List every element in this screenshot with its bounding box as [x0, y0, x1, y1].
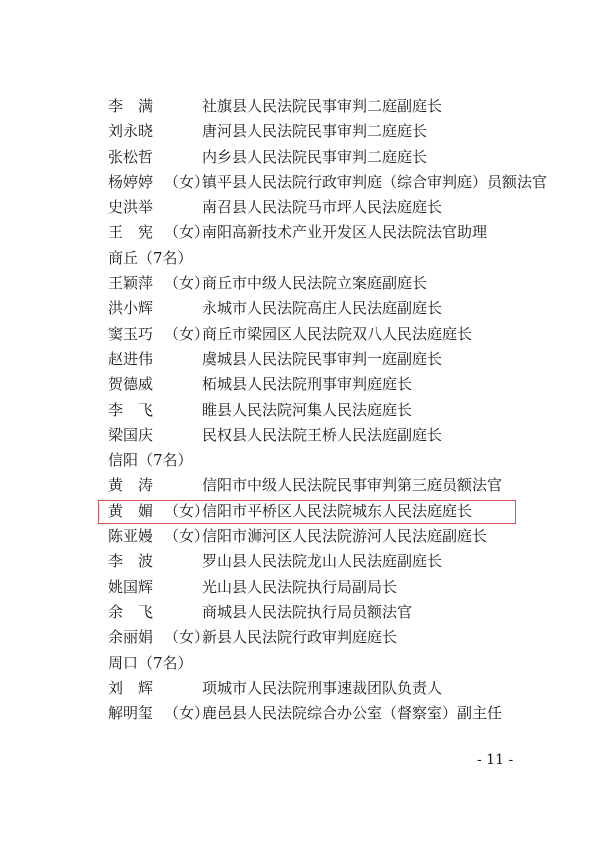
- position-title: 南阳高新技术产业开发区人民法院法官助理: [202, 223, 488, 242]
- personnel-list: [108, 94, 548, 726]
- list-item: [108, 575, 548, 600]
- gender-note: （女）: [164, 172, 210, 191]
- region-heading-label: 商丘（7名）: [108, 248, 193, 267]
- region-heading-label: 信阳（7名）: [108, 451, 193, 470]
- list-item: [108, 600, 548, 625]
- position-title: 商丘市梁园区人民法院双八人民法庭庭长: [202, 324, 473, 343]
- person-name: 洪小辉: [108, 299, 154, 318]
- position-title: 鹿邑县人民法院综合办公室（督察室）副主任: [202, 704, 503, 723]
- person-name: 李 满: [108, 97, 154, 115]
- gender-note: （女）: [164, 324, 210, 343]
- person-name: 杨婷婷: [108, 172, 154, 191]
- position-title: 柘城县人民法院刑事审判庭庭长: [202, 375, 413, 394]
- position-title: 信阳市浉河区人民法院游河人民法庭副庭长: [202, 527, 488, 546]
- list-item: [108, 347, 548, 372]
- list-item: [108, 119, 548, 144]
- list-item: [108, 398, 548, 423]
- gender-note: （女）: [164, 527, 210, 546]
- person-name: 贺德威: [108, 375, 154, 394]
- person-name: 刘 辉: [108, 678, 154, 697]
- position-title: 新县人民法院行政审判庭庭长: [202, 628, 398, 647]
- person-name: 张松哲: [108, 147, 154, 166]
- person-name: 王 宪: [108, 223, 154, 242]
- list-item: [108, 145, 548, 170]
- position-title: 镇平县人民法院行政审判庭（综合审判庭）员额法官: [202, 172, 548, 191]
- list-item: [108, 170, 548, 195]
- position-title: 商丘市中级人民法院立案庭副庭长: [202, 274, 428, 293]
- person-name: 姚国辉: [108, 577, 154, 596]
- list-item: [108, 473, 548, 498]
- position-title: 光山县人民法院执行局副局长: [202, 577, 398, 596]
- region-heading: [108, 448, 548, 473]
- position-title: 商城县人民法院执行局员额法官: [202, 602, 413, 621]
- position-title: 虞城县人民法院民事审判一庭副庭长: [202, 349, 443, 368]
- position-title: 项城市人民法院刑事速裁团队负责人: [202, 678, 443, 697]
- person-name: 窦玉巧: [108, 324, 154, 343]
- person-name: 解明玺: [108, 704, 154, 723]
- list-item: [108, 524, 548, 549]
- person-name: 余丽娟: [108, 628, 154, 647]
- list-item: [108, 549, 548, 574]
- list-item: [108, 625, 548, 650]
- list-item: [108, 220, 548, 245]
- gender-note: （女）: [164, 223, 210, 242]
- list-item: [108, 676, 548, 701]
- person-name: 史洪举: [108, 198, 154, 217]
- person-name: 陈亚嫚: [108, 527, 154, 546]
- region-heading: [108, 246, 548, 271]
- list-item: [108, 372, 548, 397]
- gender-note: （女）: [164, 704, 210, 723]
- gender-note: （女）: [164, 501, 210, 520]
- person-name: 赵进伟: [108, 349, 154, 368]
- list-item: [108, 271, 548, 296]
- person-name: 李 波: [108, 552, 154, 571]
- person-name: 李 飞: [108, 400, 154, 419]
- person-name: 余 飞: [108, 602, 154, 621]
- position-title: 唐河县人民法院民事审判二庭庭长: [202, 122, 428, 141]
- list-item: [108, 296, 548, 321]
- person-name: 刘永晓: [108, 122, 154, 141]
- region-heading-label: 周口（7名）: [108, 653, 193, 672]
- region-heading: [108, 651, 548, 676]
- person-name: 黄 媚: [108, 501, 154, 520]
- list-item: [108, 701, 548, 726]
- list-item: [108, 195, 548, 220]
- list-item: [108, 499, 548, 524]
- position-title: 信阳市中级人民法院民事审判第三庭员额法官: [202, 476, 503, 495]
- list-item: [108, 423, 548, 448]
- page-number: - 11 -: [477, 752, 514, 768]
- position-title: 内乡县人民法院民事审判二庭庭长: [202, 147, 428, 166]
- position-title: 南召县人民法院马市坪人民法庭庭长: [202, 198, 443, 217]
- position-title: 罗山县人民法院龙山人民法庭副庭长: [202, 552, 443, 571]
- gender-note: （女）: [164, 274, 210, 293]
- position-title: 民权县人民法院王桥人民法庭副庭长: [202, 425, 443, 444]
- person-name: 黄 涛: [108, 476, 154, 495]
- position-title: 永城市人民法院高庄人民法庭副庭长: [202, 299, 443, 318]
- position-title: 信阳市平桥区人民法院城东人民法庭庭长: [202, 501, 473, 520]
- list-item: [108, 322, 548, 347]
- position-title: 社旗县人民法院民事审判二庭副庭长: [202, 97, 443, 115]
- gender-note: （女）: [164, 628, 210, 647]
- person-name: 王颖萍: [108, 274, 154, 293]
- list-item: [108, 94, 548, 119]
- person-name: 梁国庆: [108, 425, 154, 444]
- position-title: 睢县人民法院河集人民法庭庭长: [202, 400, 413, 419]
